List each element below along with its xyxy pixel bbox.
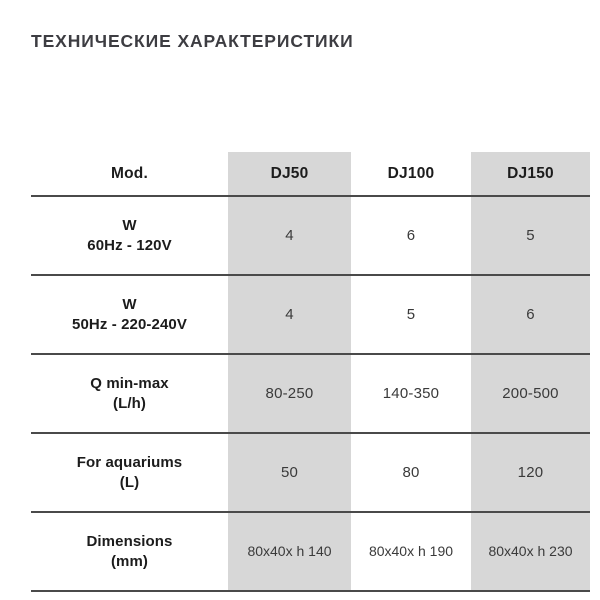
- cell-value: 140-350: [382, 384, 440, 402]
- row-label: [31, 454, 228, 491]
- header-model-dj50: DJ50: [270, 164, 309, 182]
- cell-value: 5: [526, 226, 535, 244]
- row-label-line1: For aquariums: [76, 454, 183, 472]
- cell-value: 200-500: [502, 384, 559, 402]
- value-cell-dj150: [471, 512, 590, 591]
- header-model-dj150: DJ150: [507, 164, 554, 182]
- table-row: [31, 275, 590, 354]
- table-row: [31, 196, 590, 275]
- value-cell-dj100: [351, 275, 471, 354]
- header-cell-label: [31, 152, 228, 196]
- row-label-line2: 50Hz - 220-240V: [72, 315, 187, 333]
- cell-value: 6: [406, 226, 416, 244]
- page-title: ТЕХНИЧЕСКИЕ ХАРАКТЕРИСТИКИ: [31, 31, 354, 51]
- cell-value: 6: [526, 305, 535, 323]
- cell-value: 4: [285, 305, 294, 323]
- row-label-line1: Q min-max: [90, 375, 169, 393]
- value-cell-dj150: [471, 196, 590, 275]
- row-label-cell: [31, 275, 228, 354]
- row-label-line1: W: [122, 217, 137, 235]
- cell-value: 50: [280, 463, 299, 481]
- cell-value: 80x40x h 230: [488, 542, 573, 559]
- row-label: [31, 217, 228, 254]
- row-label-cell: [31, 354, 228, 433]
- value-cell-dj50: [228, 196, 351, 275]
- table-row: [31, 354, 590, 433]
- value-cell-dj100: [351, 433, 471, 512]
- cell-value: 80x40x h 140: [247, 542, 332, 559]
- row-label: [31, 296, 228, 333]
- value-cell-dj150: [471, 433, 590, 512]
- technical-specifications-table: [31, 152, 590, 592]
- header-cell-dj150: [471, 152, 590, 196]
- value-cell-dj50: [228, 354, 351, 433]
- table-row: [31, 433, 590, 512]
- value-cell-dj100: [351, 512, 471, 591]
- value-cell-dj150: [471, 275, 590, 354]
- row-label: [31, 533, 228, 570]
- row-label-cell: [31, 512, 228, 591]
- cell-value: 80x40x h 190: [368, 542, 454, 559]
- header-cell-dj50: [228, 152, 351, 196]
- header-cell-dj100: [351, 152, 471, 196]
- value-cell-dj150: [471, 354, 590, 433]
- value-cell-dj100: [351, 354, 471, 433]
- table-row: [31, 512, 590, 591]
- row-label-line2: 60Hz - 120V: [87, 236, 172, 254]
- row-label-cell: [31, 433, 228, 512]
- cell-value: 5: [406, 305, 416, 323]
- value-cell-dj50: [228, 275, 351, 354]
- table-header-row: [31, 152, 590, 196]
- cell-value: 4: [285, 226, 294, 244]
- spec-table-container: [31, 152, 590, 592]
- row-label-line1: W: [122, 296, 137, 314]
- row-label-cell: [31, 196, 228, 275]
- cell-value: 80-250: [265, 384, 314, 402]
- row-label-line1: Dimensions: [86, 533, 173, 551]
- header-model-dj100: DJ100: [387, 164, 435, 182]
- cell-value: 80: [402, 463, 420, 481]
- value-cell-dj100: [351, 196, 471, 275]
- header-label-text: Mod.: [111, 164, 148, 182]
- row-label-line2: (mm): [110, 552, 149, 570]
- row-label-line2: (L/h): [113, 394, 146, 412]
- value-cell-dj50: [228, 433, 351, 512]
- row-label-line2: (L): [119, 473, 140, 491]
- row-label: [31, 375, 228, 412]
- cell-value: 120: [517, 463, 544, 481]
- value-cell-dj50: [228, 512, 351, 591]
